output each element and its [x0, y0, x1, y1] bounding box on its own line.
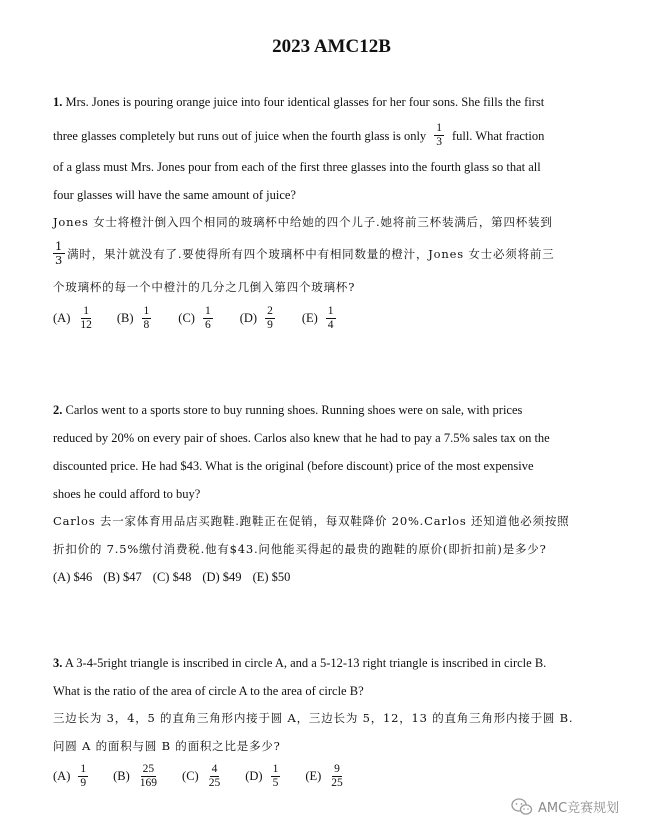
q1-line-4: four glasses will have the same amount of juice?: [53, 188, 296, 202]
q1-number: 1.: [53, 95, 63, 109]
q2-choices: [53, 570, 290, 585]
page-title: 2023 AMC12B: [272, 36, 391, 57]
q2-line-1: [53, 402, 522, 418]
q1-choices: [53, 305, 339, 332]
q1-cn-text-2: 满时，果汁就没有了.要使得所有四个玻璃杯中有相同数量的橙汁，Jones 女士必须将前三: [67, 246, 555, 261]
q1-choice-a: (A) $\frac{1}{12}$: [53, 305, 92, 331]
q1-choice-d: (D) $\frac{2}{9}$: [239, 305, 273, 331]
q3-cn-line-2: 问圆 A 的面积与圆 B 的面积之比是多少?: [53, 739, 281, 753]
q3-choice-b: (B) $\frac{25}{169}$: [113, 763, 158, 789]
q3-choice-c: (C) $\frac{4}{25}$: [182, 763, 221, 789]
q3-choices: [53, 763, 348, 790]
q3-choice-d: (D) $\frac{1}{5}$: [245, 763, 279, 789]
q2-choice-b: (B) $47: [103, 570, 142, 584]
q1-choice-c: (C) $\frac{1}{6}$: [178, 305, 211, 331]
q1-text-2b: full. What fraction: [451, 128, 545, 143]
q1-cn-line-3: 个玻璃杯的每一个中橙汁的几分之几倒入第四个玻璃杯?: [53, 280, 356, 294]
q1-cn-line-2: [53, 240, 554, 267]
q2-choice-e: (E) $50: [252, 570, 291, 584]
q1-inline-fraction: $\frac{1}{3}$: [436, 122, 442, 148]
q1-cn-fraction: $\frac{1}{3}$: [55, 239, 64, 267]
q2-choice-a: (A) $46: [53, 570, 93, 584]
q3-line-1: [53, 655, 546, 671]
watermark: [511, 797, 619, 816]
q3-choice-e: (E) $\frac{9}{25}$: [305, 763, 343, 789]
q3-cn-line-1: 三边长为 3，4，5 的直角三角形内接于圆 A，三边长为 5，12，13 的直角三角形内接于圆 B.: [53, 711, 574, 725]
q2-line-3: discounted price. He had $43. What is the original (before discount) price of the most expensive: [53, 459, 534, 473]
watermark-text: AMC竞赛规划: [538, 801, 620, 816]
q2-number: 2.: [53, 403, 63, 417]
q1-choice-b: (B) $\frac{1}{8}$: [116, 305, 150, 331]
q2-cn-line-1: Carlos 去一家体育用品店买跑鞋.跑鞋正在促销，每双鞋降价 20%.Carlos 还知道他必须按照: [53, 514, 570, 528]
q1-text-1: Mrs. Jones is pouring orange juice into four identical glasses for her four sons. She fills the first: [65, 95, 545, 109]
q1-cn-line-1: Jones 女士将橙汁倒入四个相同的玻璃杯中给她的四个儿子.她将前三杯装满后，第四杯装到: [53, 215, 553, 229]
q1-line-1: [53, 94, 544, 110]
q2-line-4: shoes he could afford to buy?: [53, 487, 201, 501]
q1-line-3: of a glass must Mrs. Jones pour from each of the first three glasses into the fourth glass so that all: [53, 160, 541, 174]
q2-line-2: reduced by 20% on every pair of shoes. Carlos also knew that he had to pay a 7.5% sales tax on the: [53, 431, 550, 445]
q1-text-2a: three glasses completely but runs out of juice when the fourth glass is only: [53, 128, 427, 143]
q2-choice-c: (C) $48: [152, 570, 192, 584]
q2-text-1: Carlos went to a sports store to buy running shoes. Running shoes were on sale, with prices: [65, 403, 523, 417]
q1-line-2: [53, 122, 544, 149]
q3-choice-a: (A) $\frac{1}{9}$: [53, 763, 87, 789]
q3-line-2: What is the ratio of the area of circle A to the area of circle B?: [53, 684, 364, 698]
q2-cn-line-2: 折扣价的 7.5%缴付消费税.他有$43.问他能买得起的最贵的跑鞋的原价(即折扣前)是多少?: [53, 542, 547, 556]
q2-choice-d: (D) $49: [202, 570, 242, 584]
wechat-icon: [511, 798, 533, 816]
q3-number: 3.: [53, 656, 63, 670]
q1-choice-e: (E) $\frac{1}{4}$: [301, 305, 334, 331]
q3-text-1: A 3-4-5right triangle is inscribed in circle A, and a 5-12-13 right triangle is inscribed in circle B.: [64, 656, 547, 670]
